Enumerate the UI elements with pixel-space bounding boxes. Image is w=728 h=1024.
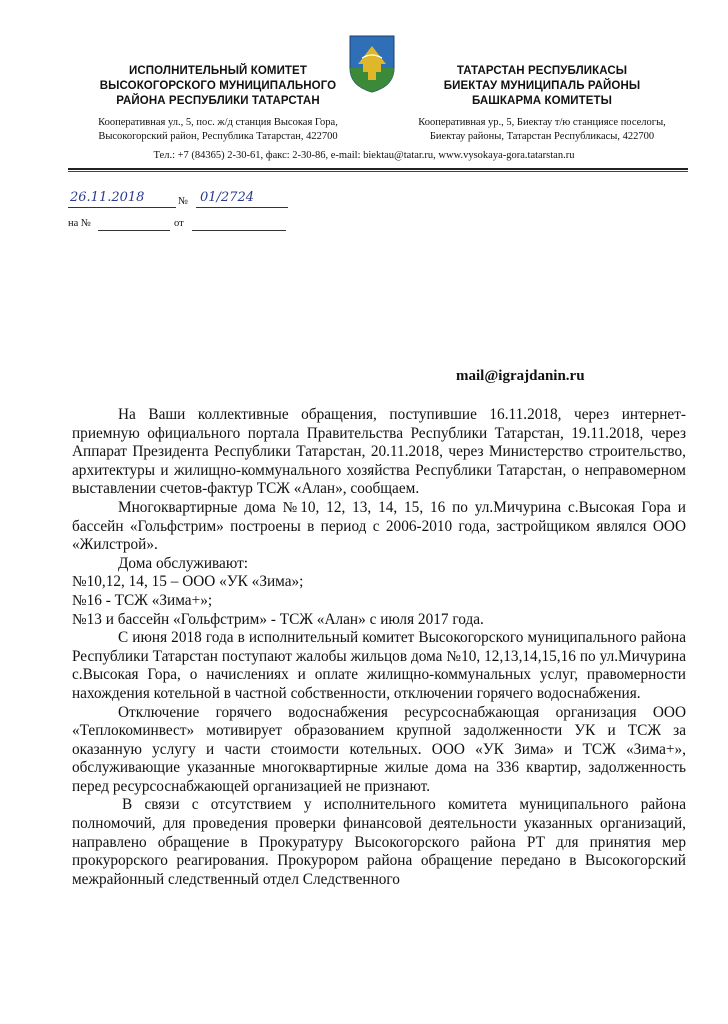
org-name-line-3: РАЙОНА РЕСПУБЛИКИ ТАТАРСТАН <box>116 95 320 107</box>
org-name-line-1: ИСПОЛНИТЕЛЬНЫЙ КОМИТЕТ <box>129 65 307 77</box>
header-left-block <box>68 64 368 144</box>
paragraph-8: Отключение горячего водоснабжения ресурсоснабжающая организация ООО «Теплокоминвест» мотивирует образованием крупной задолженности УК и ТСЖ за оказанную услугу и части стоимости котельных. ООО «УК Зима» и ТСЖ «Зима+», обслуживающие указанные многоквартирные жилые дома на 336 квартир, задолженность перед ресурсоснабжающей организацией не признают. <box>72 703 686 795</box>
paragraph-5: №16 - ТСЖ «Зима+»; <box>72 591 213 609</box>
org-address-tat-line-1: Кооперативная ур., 5, Биектау т/ю станциясе поселогы, <box>418 117 666 128</box>
org-address <box>68 116 368 144</box>
number-underline <box>196 207 288 208</box>
paragraph-4: №10,12, 14, 15 – ООО «УК «Зима»; <box>72 573 304 591</box>
letter-body <box>72 406 686 889</box>
paragraph-1: На Ваши коллективные обращения, поступившие 16.11.2018, через интернет-приемную официального портала Правительства Республики Татарстан, 19.11.2018, через Аппарат Президента Республики Татарстан, 20.11.2018, через Министерство строительство, архитектуры и жилищно-коммунального хозяйства Республики Татарстан, о неправомерном выставлении счетов-фактур ТСЖ «Алан», сообщаем. <box>72 406 686 498</box>
reference-number-underline <box>98 230 170 231</box>
reference-line <box>68 218 298 236</box>
reference-date-underline <box>192 230 286 231</box>
registration-date: 26.11.2018 <box>70 190 145 205</box>
registration-line <box>68 190 298 212</box>
paragraph-7: С июня 2018 года в исполнительный комитет Высокогорского муниципального района Республики Татарстан поступают жалобы жильцов дома №10, 12,13,14,15,16 по ул.Мичурина с.Высокая Гора, о начислениях и оплате жилищно-коммунальных услуг, правомерности нахождения котельной в частной собственности, отключении горячего водоснабжения. <box>72 629 686 702</box>
coat-of-arms-icon <box>348 34 396 94</box>
org-name-tat-line-3: БАШКАРМА КОМИТЕТЫ <box>471 95 613 107</box>
header-divider-thin <box>68 171 688 172</box>
org-address-tat-line-2: Биектау районы, Татарстан Республикасы, 422700 <box>429 131 655 142</box>
contact-line: Тел.: +7 (84365) 2-30-61, факс: 2-30-86, e-mail: biektau@tatar.ru, www.vysokaya-gora.tatarstan.ru <box>153 150 575 161</box>
paragraph-2: Многоквартирные дома №10, 12, 13, 14, 15, 16 по ул.Мичурина с.Высокая Гора и бассейн «Гольфстрим» построены в период с 2006-2010 года, застройщиком являлся ООО «Жилстрой». <box>72 498 686 554</box>
org-name-line-2: ВЫСОКОГОРСКОГО МУНИЦИПАЛЬНОГО <box>99 80 337 92</box>
org-name-tat-line-2: БИЕКТАУ МУНИЦИПАЛЬ РАЙОНЫ <box>443 80 641 92</box>
header-divider <box>68 168 688 170</box>
recipient-email: mail@igrajdanin.ru <box>456 368 585 384</box>
reference-number-label: на № <box>68 218 91 229</box>
header-right-block <box>392 64 692 144</box>
org-address-line-1: Кооперативная ул., 5, пос. ж/д станция Высокая Гора, <box>98 117 338 128</box>
paragraph-6: №13 и бассейн «Гольфстрим» - ТСЖ «Алан» с июля 2017 года. <box>72 610 484 628</box>
org-address-tat <box>392 116 692 144</box>
registration-number: 01/2724 <box>200 190 255 205</box>
org-address-line-2: Высокогорский район, Республика Татарстан, 422700 <box>98 131 338 142</box>
number-label: № <box>178 196 189 207</box>
paragraph-3: Дома обслуживают: <box>118 554 249 572</box>
date-underline <box>68 207 176 208</box>
paragraph-9: В связи с отсутствием у исполнительного комитета муниципального района полномочий, для проведения проверки финансовой деятельности указанных организаций, направлено обращение в Прокуратуру Высокогорского района РТ для принятия мер прокурорского реагирования. Прокурором района обращение передано в Высокогорский межрайонный следственный отдел Следственного <box>72 796 686 888</box>
reference-date-label: от <box>174 218 184 229</box>
org-name-tat-line-1: ТАТАРСТАН РЕСПУБЛИКАСЫ <box>456 65 628 77</box>
